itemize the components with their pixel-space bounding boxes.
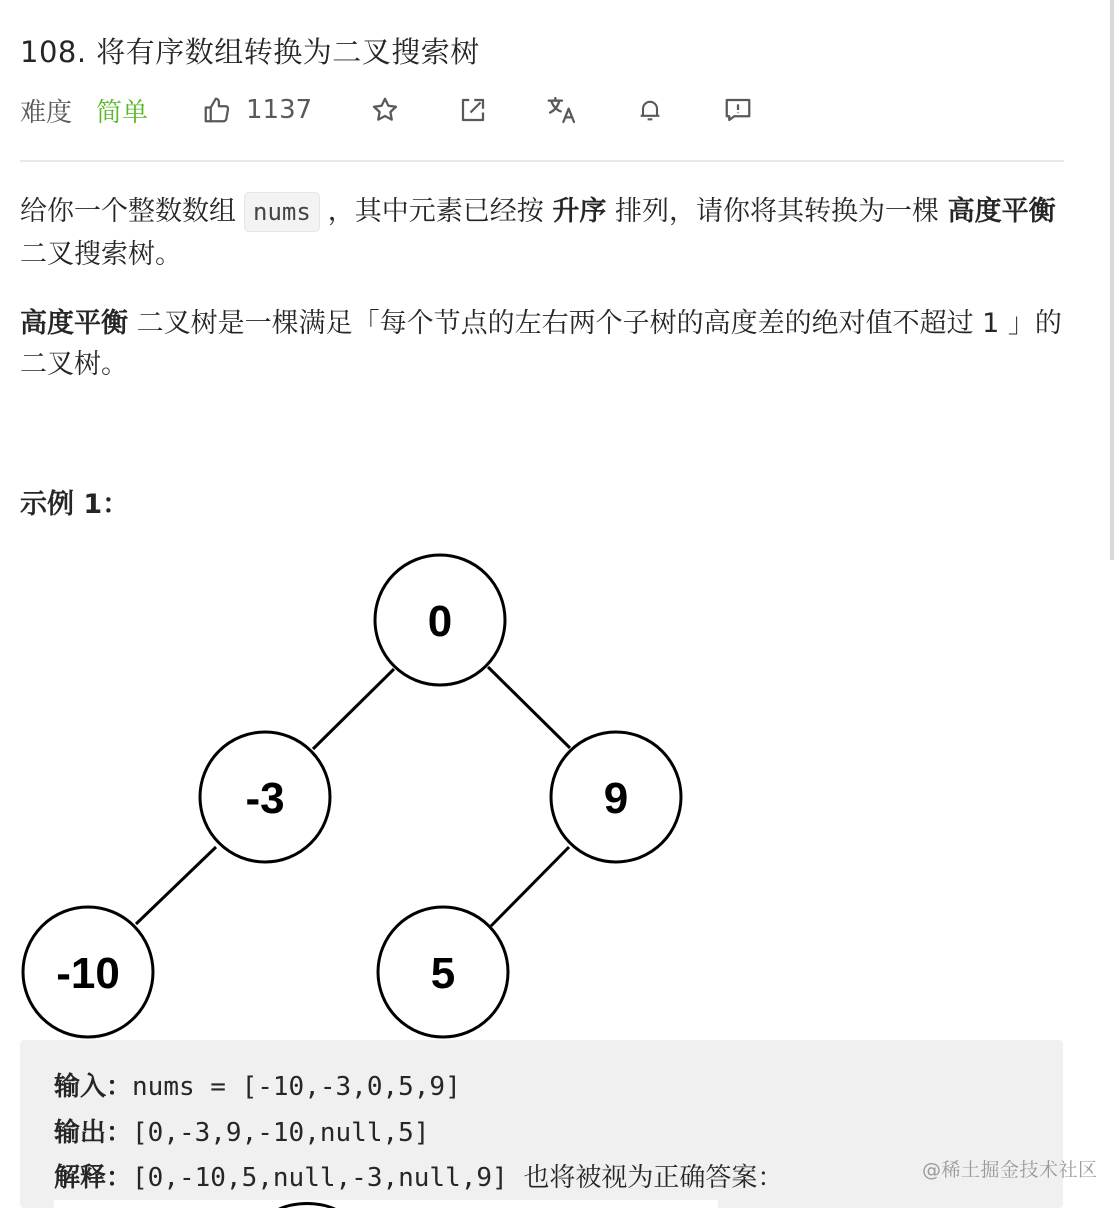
favorite-button[interactable]	[367, 90, 403, 130]
feedback-icon	[723, 95, 753, 125]
thumbs-up-icon	[202, 95, 232, 125]
difficulty-value: 简单	[96, 97, 149, 128]
example-1-title: 示例 1：	[20, 489, 130, 520]
input-value: nums = [-10,-3,0,5,9]	[132, 1072, 461, 1102]
tree-edge	[488, 667, 570, 748]
explain-tree-image	[54, 1200, 718, 1208]
star-icon	[370, 95, 400, 125]
watermark: @稀土掘金技术社区	[922, 1159, 1098, 1181]
difficulty-label: 难度	[20, 97, 73, 128]
share-icon	[458, 95, 488, 125]
example-code-block	[20, 1040, 1063, 1208]
problem-title: 108. 将有序数组转换为二叉搜索树	[20, 35, 480, 69]
scrollbar[interactable]	[1110, 0, 1114, 560]
desc-text: 排列，请你将其转换为一棵	[614, 196, 939, 227]
problem-meta-bar	[20, 90, 1064, 130]
desc-text: 二叉树是一棵满足「每个节点的左右两个子树的高度差的绝对值不超过 1 」的二叉树。	[20, 308, 1062, 380]
tree-edge	[491, 847, 569, 926]
translate-icon	[546, 94, 578, 126]
bell-icon	[636, 95, 664, 125]
notify-button[interactable]	[632, 90, 668, 130]
like-button[interactable]	[202, 90, 312, 130]
output-value: [0,-3,9,-10,null,5]	[132, 1118, 430, 1148]
explain-label: 解释：	[54, 1163, 133, 1193]
example-input-line	[54, 1066, 461, 1103]
desc-text: 给你一个整数数组	[20, 196, 236, 227]
like-count: 1137	[246, 95, 313, 125]
output-label: 输出：	[54, 1118, 133, 1148]
inline-code-nums: nums	[244, 192, 320, 232]
tree-edge	[136, 847, 216, 924]
desc-bold: 高度平衡	[20, 308, 128, 339]
input-label: 输入：	[54, 1072, 133, 1102]
tree-node-label: -10	[56, 949, 120, 998]
feedback-button[interactable]	[720, 90, 756, 130]
tree-edge	[313, 669, 394, 749]
tree-diagram	[0, 540, 700, 1040]
share-button[interactable]	[455, 90, 491, 130]
tree-node-label: 5	[430, 949, 456, 998]
explain-text: 也将被视为正确答案：	[523, 1163, 784, 1193]
desc-bold: 高度平衡	[947, 196, 1056, 227]
desc-text: 二叉搜索树。	[20, 239, 182, 270]
tree-node-label: 0	[427, 597, 453, 646]
tree-node-circle	[264, 1202, 350, 1208]
translate-button[interactable]	[544, 90, 580, 130]
tree-node-label: -3	[245, 774, 285, 823]
description-paragraph-1	[20, 190, 1080, 276]
explain-value: [0,-10,5,null,-3,null,9]	[132, 1163, 508, 1193]
desc-text: ，其中元素已经按	[327, 196, 544, 227]
description-paragraph-2	[20, 303, 1080, 385]
example-explain-line	[54, 1157, 783, 1194]
example-output-line	[54, 1112, 429, 1149]
header-divider	[20, 160, 1064, 162]
desc-bold: 升序	[552, 196, 607, 227]
tree-node-label: 9	[603, 774, 629, 823]
